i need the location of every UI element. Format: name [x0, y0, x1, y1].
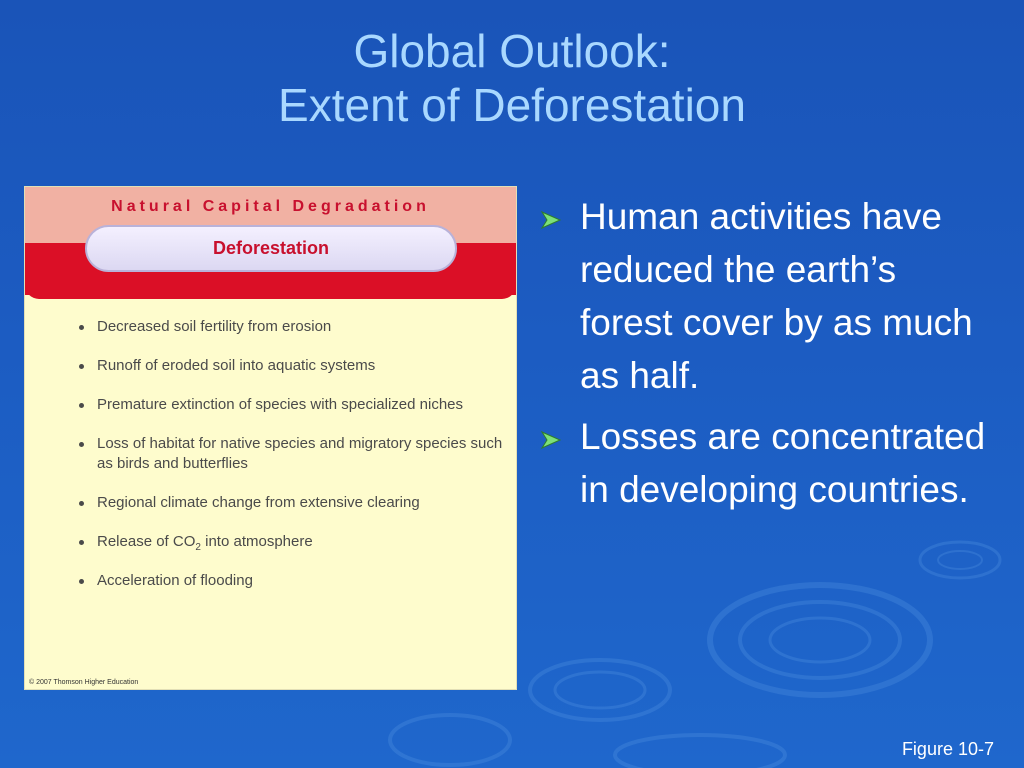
bullet-list: [538, 190, 998, 524]
figure-list-item-subscript: 2: [195, 542, 201, 553]
figure-list-item-text: Acceleration of flooding: [97, 572, 253, 589]
figure-list-item-text: Regional climate change from extensive clearing: [97, 494, 420, 511]
figure-list-item-text: Decreased soil fertility from erosion: [97, 318, 332, 335]
figure-list: [73, 317, 503, 610]
bullet-item: [538, 190, 998, 402]
figure-heading: Deforestation: [85, 225, 457, 272]
figure-list-item: [73, 571, 503, 591]
figure-caption: Figure 10-7: [901, 739, 994, 759]
arrow-bullet-icon: [540, 430, 562, 450]
figure-list-item-text-before: Release of CO: [97, 533, 196, 550]
figure-list-item: [73, 356, 503, 376]
bullet-text: Losses are concentrated in developing countries.: [580, 416, 986, 510]
figure-list-item: [73, 493, 503, 513]
figure-list-item: [73, 317, 503, 337]
deforestation-figure: [24, 186, 517, 690]
figure-list-item-text-after: into atmosphere: [200, 533, 313, 550]
figure-copyright: © 2007 Thomson Higher Education: [29, 679, 139, 686]
figure-list-item-text: Runoff of eroded soil into aquatic systems: [97, 357, 376, 374]
title-line-2: Extent of Deforestation: [278, 79, 746, 131]
figure-list-item-text: Premature extinction of species with specialized niches: [97, 396, 464, 413]
bullet-text: Human activities have reduced the earth’s forest cover by as much as half.: [580, 196, 973, 396]
figure-list-item: [73, 395, 503, 415]
bullet-item: [538, 410, 998, 516]
figure-supertitle: Natural Capital Degradation: [111, 198, 430, 215]
figure-list-item-text: Loss of habitat for native species and migratory species such as birds and butterflies: [97, 435, 503, 472]
arrow-bullet-icon: [540, 210, 562, 230]
slide-title: [0, 24, 1024, 132]
figure-list-item: [73, 532, 503, 552]
title-line-1: Global Outlook:: [353, 25, 671, 77]
figure-list-item: [73, 434, 503, 474]
